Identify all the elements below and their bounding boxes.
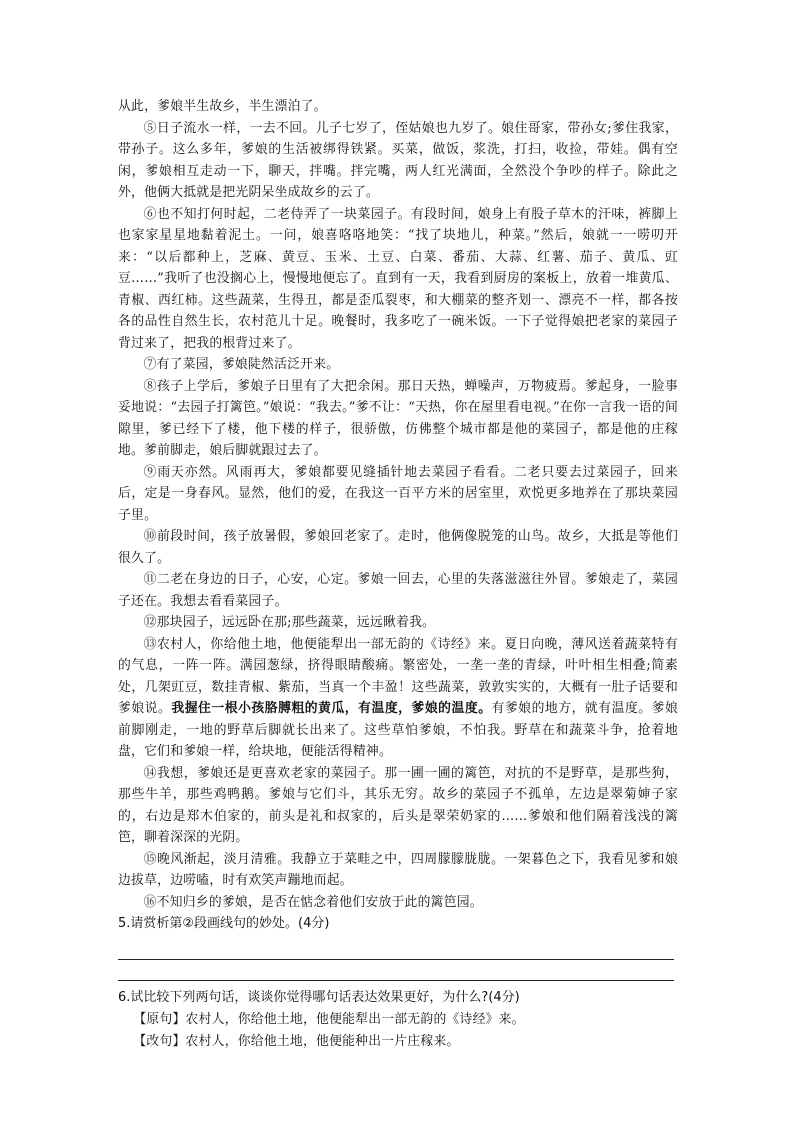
paragraph-6: ⑥也不知打何时起，二老侍弄了一块菜园子。有段时间，娘身上有股子草木的汗味，裤脚上也家家星星地黏着泥土。一问，娘喜咯咯地笑：“找了块地儿，种菜。”然后，娘就一一唠叨开来：“以后都种上，芝麻、黄豆、玉米、土豆、白菜、番茄、大蒜、红薯、茄子、黄瓜、豇豆……”我听了也没搁心上，慢慢地便忘了。直到有一天，我看到厨房的案板上，放着一堆黄瓜、青椒、西红柿。这些蔬菜，生得丑，都是歪瓜裂枣，和大棚菜的整齐划一、漂亮不一样，都各按各的品性自然生长，农村范儿十足。晚餐时，我多吃了一碗米饭。一下子觉得娘把老家的菜园子背过来了，把我的根背过来了。 bbox=[118, 206, 678, 351]
paragraph-13-part-c: 有爹娘的地方，就有温度。爹娘前脚刚走，一地的野草后脚就长出来了。这些草怕爹娘，不怕我。野草在和蔬菜斗争，抢着地盘，它们和爹娘一样，给块地，便能活得精神。 bbox=[118, 701, 679, 759]
paragraph-10: ⑩前段时间，孩子放暑假，爹娘回老家了。走时，他俩像脱笼的山鸟。故乡，大抵是等他们很久了。 bbox=[118, 529, 678, 566]
original-sentence bbox=[118, 1009, 678, 1031]
revised-sentence-text: 农村人，你给他土地，他便能种出一片庄稼来。 bbox=[185, 1033, 460, 1049]
paragraph-8: ⑧孩子上学后，爹娘子日里有了大把余闲。那日天热，蝉噪声，万物疲焉。爹起身，一脸事妥地说：“去园子打篱笆。”娘说：“我去。”爹不让：“天热，你在屋里看电视。”在你一言我一语的间隙里，爹已经下了楼，他下楼的样子，很骄傲，仿佛整个城市都是他的菜园子，都是他的庄稼地。爹前脚走，娘后脚就跟过去了。 bbox=[118, 378, 678, 458]
paragraph-14: ⑭我想，爹娘还是更喜欢老家的菜园子。那一圃一圃的篱笆，对抗的不是野草，是那些狗，那些牛羊，那些鸡鸭鹅。爹娘与它们斗，其乐无穷。故乡的菜园子不孤单，左边是翠菊婶子家的，右边是郑木伯家的，前头是礼和叔家的，后头是翠荣奶家的……爹娘和他们隔着浅浅的篱笆，聊着深深的光阴。 bbox=[118, 765, 678, 845]
question-5: 5.请赏析第②段画线句的妙处。(4分) bbox=[118, 916, 330, 931]
document-page bbox=[118, 96, 678, 1052]
paragraph-13-part-a: ⑬农村人，你给他土地，他便能犁出一部无韵的《诗经》来。夏日向晚，薄风送着蔬菜特有的气息，一阵一阵。满园葱绿，挤得眼睛酸痛。繁密处，一垄一垄的青绿，叶叶相生相叠;简素处，几架豇豆，数挂青椒、紫茄，当真一个丰盈！这些蔬菜，敦敦实实的，大概有一肚子话要和爹娘说。 bbox=[118, 636, 678, 716]
revised-sentence bbox=[118, 1031, 678, 1053]
revised-tag: 【改句】 bbox=[133, 1033, 186, 1049]
paragraph-16: ⑯不知归乡的爹娘，是否在惦念着他们安放于此的篱笆园。 bbox=[143, 894, 483, 910]
paragraph-15: ⑮晚风渐起，淡月清雅。我静立于菜畦之中，四周朦朦胧胧。一架暮色之下，我看见爹和娘边拔草，边唠嗑，时有欢笑声蹦地而起。 bbox=[118, 851, 678, 888]
paragraph-7: ⑦有了菜园，爹娘陡然活泛开来。 bbox=[143, 357, 340, 372]
paragraph-11: ⑪二老在身边的日子，心安，心定。爹娘一回去，心里的失落滋滋往外冒。爹娘走了，菜园子还在。我想去看看菜园子。 bbox=[118, 572, 678, 609]
original-sentence-text: 农村人，你给他土地，他便能犁出一部无韵的《诗经》来。 bbox=[185, 1012, 525, 1027]
paragraph-5: ⑤日子流水一样，一去不回。儿子七岁了，侄姑娘也九岁了。娘住哥家，带孙女;爹住我家，带孙子。这么多年，爹娘的生活被绑得铁紧。买菜，做饭，浆洗，打扫，收捡，带娃。偶有空闲，爹娘相互走动一下，聊天，拌嘴。拌完嘴，两人红光满面，全然没个争吵的样子。除此之外，他俩大抵就是把光阴呆坐成故乡的云了。 bbox=[118, 120, 678, 200]
original-tag: 【原句】 bbox=[133, 1012, 186, 1027]
paragraph-13 bbox=[118, 634, 678, 763]
underlined-bold-sentence: 我握住一根小孩胳膊粗的黄瓜，有温度，爹娘的温度。 bbox=[171, 701, 492, 716]
paragraph-12: ⑫那块园子，远远卧在那;那些蔬菜，远远瞅着我。 bbox=[143, 615, 436, 630]
paragraph-9: ⑨雨天亦然。风雨再大，爹娘都要见缝插针地去菜园子看看。二老只要去过菜园子，回来后，定是一身春风。显然，他们的爱，在我这一百平方米的居室里，欢悦更多地养在了那块菜园子里。 bbox=[118, 464, 678, 523]
question-6: 6.试比较下列两句话，谈谈你觉得哪句话表达效果更好，为什么?(4分) bbox=[118, 990, 520, 1005]
answer-line-2 bbox=[118, 980, 674, 981]
paragraph-intro: 从此，爹娘半生故乡，半生漂泊了。 bbox=[118, 99, 327, 114]
